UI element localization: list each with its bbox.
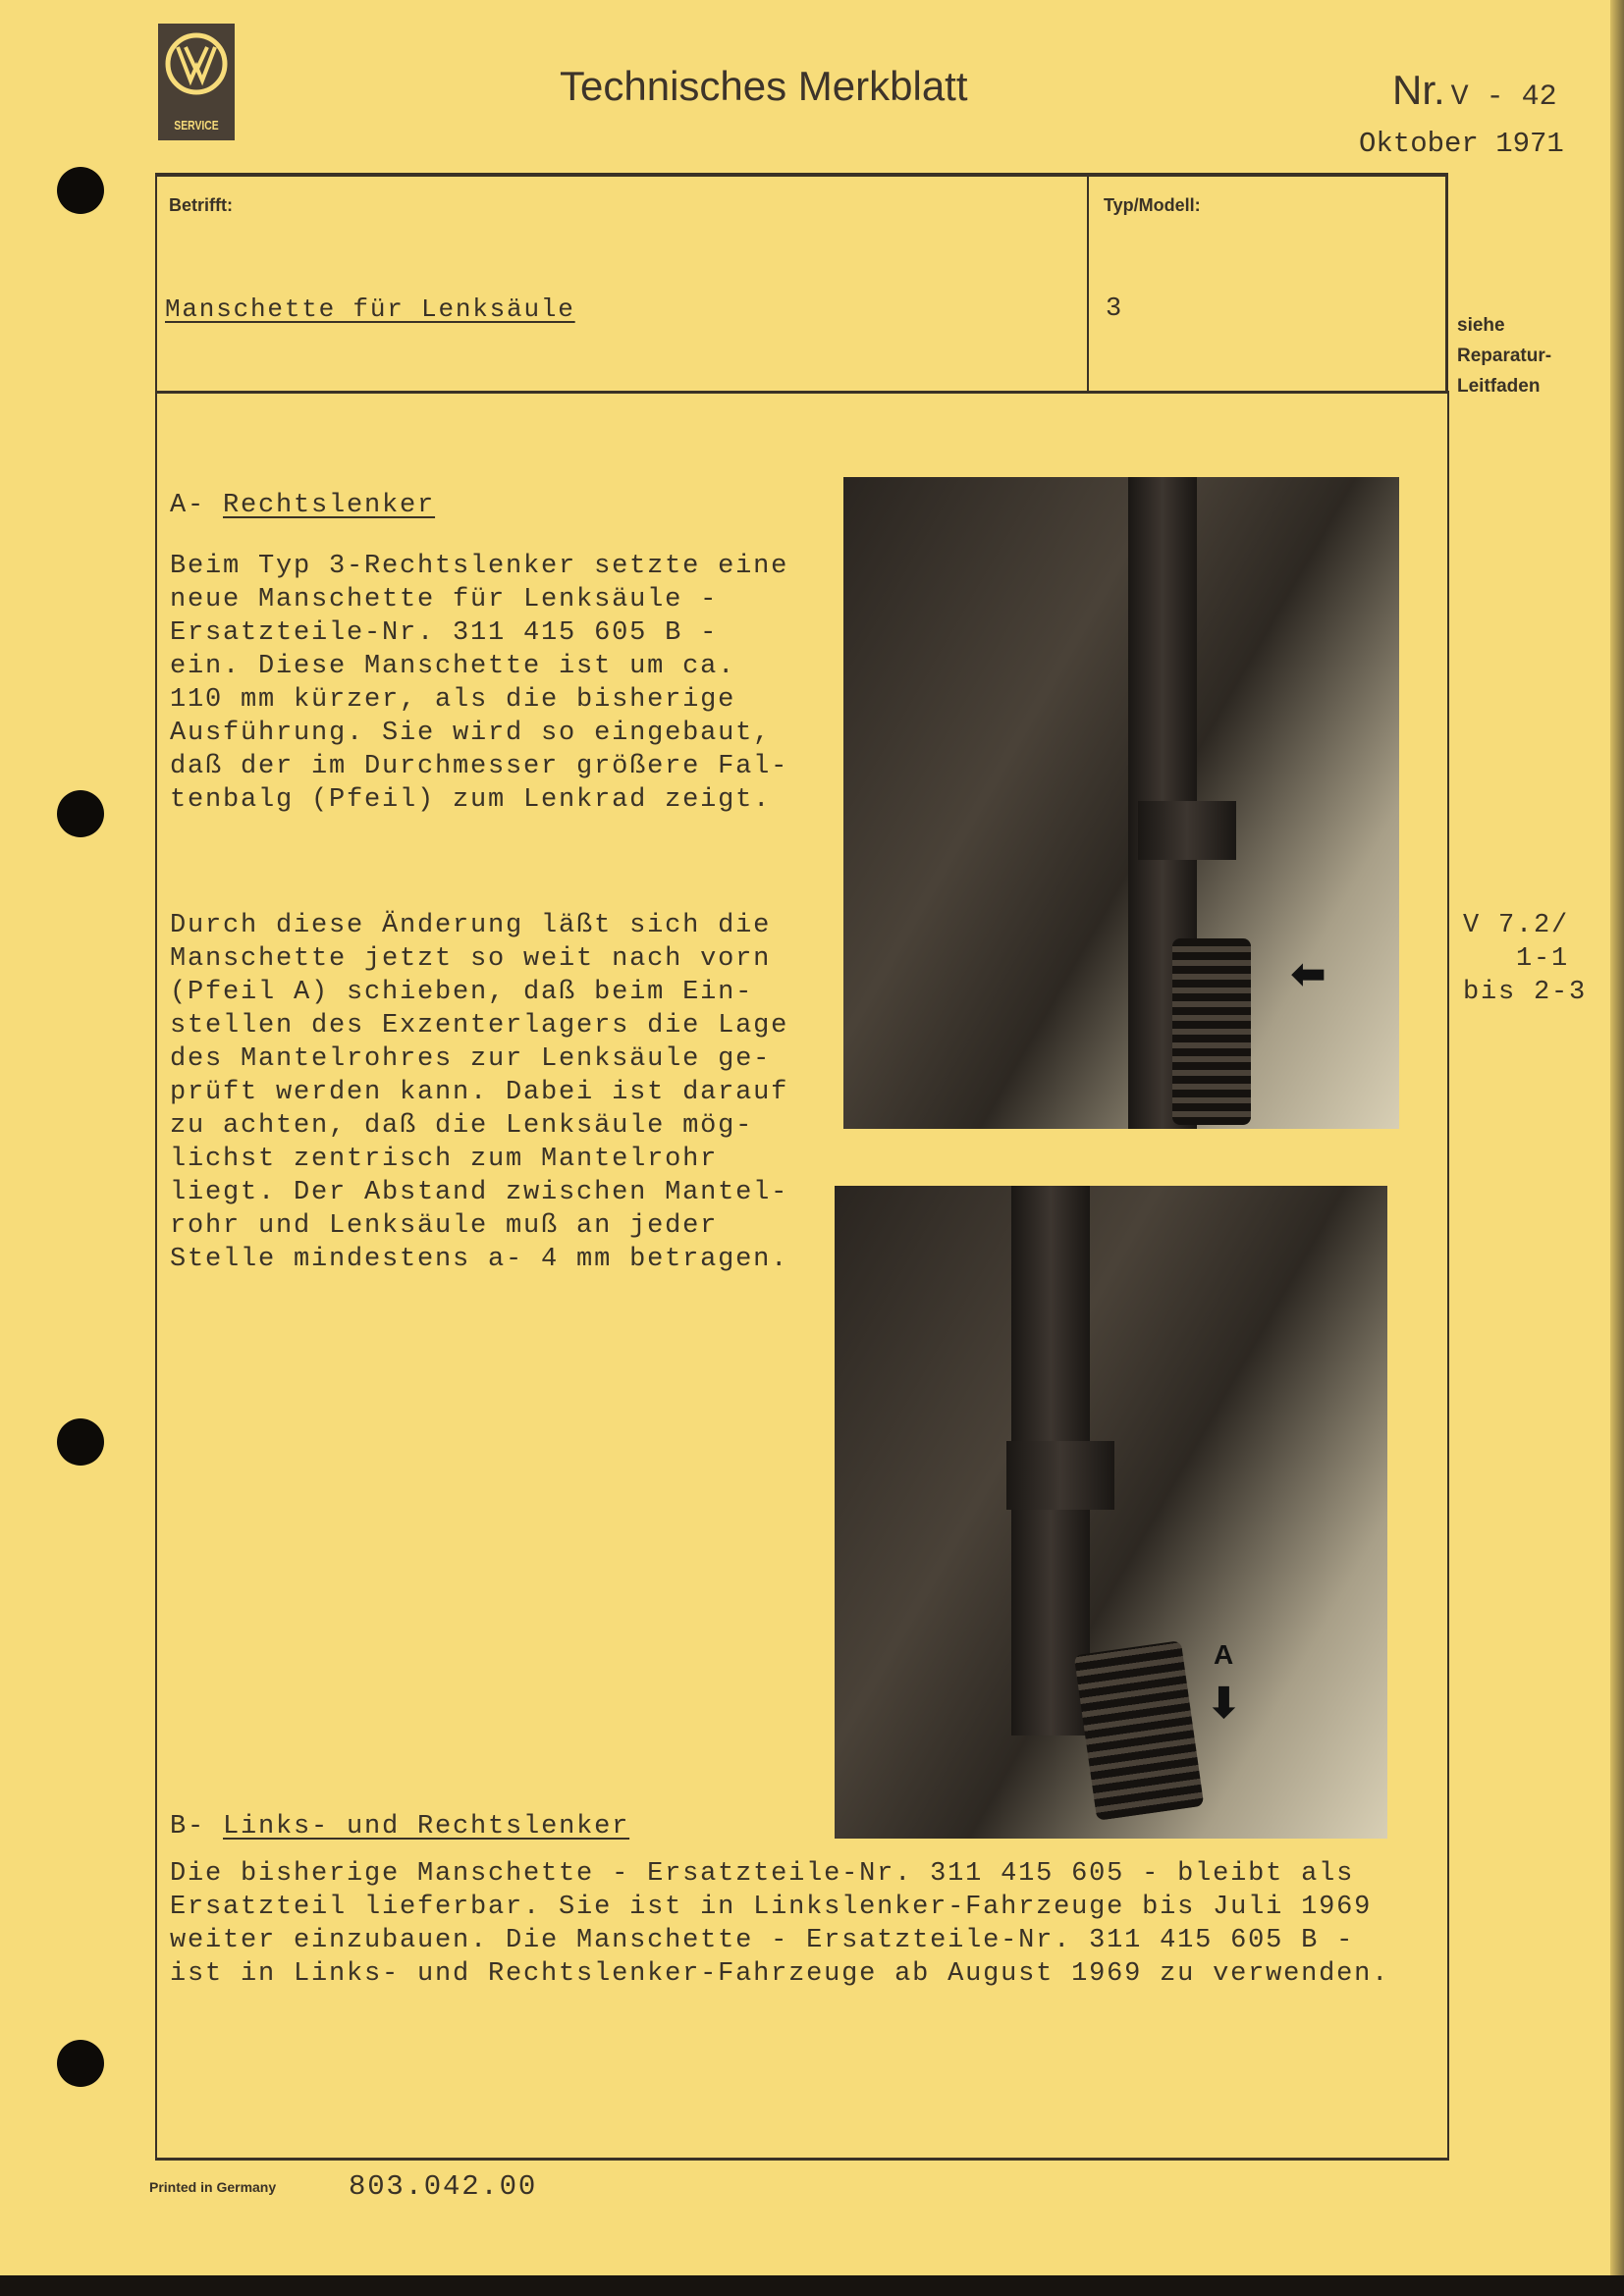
subject-divider xyxy=(1087,173,1089,391)
typ-label: Typ/Modell: xyxy=(1104,195,1201,215)
nr-value: V - 42 xyxy=(1450,80,1557,114)
section-a-paragraph-2: Durch diese Änderung läßt sich die Manschette jetzt so weit nach vorn (Pfeil A) schieben, daß beim Ein- stellen des Exzenterlagers die Lage des Mantelrohres zur Lenksäule ge- prüft werden kann. Dabei ist darauf zu achten, daß die Lenksäule mög- lichst zentrisch zum Mantelrohr liegt. Der Abstand zwischen Mantel- rohr und Lenksäule muß an jeder Stelle mindestens a- 4 mm betragen. xyxy=(170,911,789,1274)
logo-service-label: SERVICE xyxy=(174,118,219,133)
photo-clamp xyxy=(1006,1441,1114,1510)
subject-box xyxy=(155,173,1448,394)
vw-logo-icon xyxy=(164,31,229,96)
section-b-prefix: B- xyxy=(170,1812,224,1842)
section-b-paragraph: Die bisherige Manschette - Ersatzteile-Nr. 311 415 605 - bleibt als Ersatzteil lieferbar. Sie ist in Linkslenker-Fahrzeuge bis Juli 1969 weiter einzubauen. Die Manschette - Ersatzteile-Nr. 311 415 605 B - ist in Links- und Rechtslenker-Fahrzeuge ab August 1969 zu verwenden. xyxy=(170,1859,1390,1989)
section-a-prefix: A- xyxy=(170,491,224,520)
typ-value: 3 xyxy=(1106,294,1124,324)
punch-hole xyxy=(57,790,104,837)
document-title: Technisches Merkblatt xyxy=(560,63,968,109)
section-a-heading xyxy=(170,489,435,522)
photo-steering-column-2 xyxy=(835,1186,1387,1839)
section-b-heading xyxy=(170,1810,629,1843)
side-reference xyxy=(1463,909,1587,1009)
form-number: 803.042.00 xyxy=(349,2170,538,2203)
page-edge xyxy=(1610,0,1624,2296)
section-a-paragraph-1: Beim Typ 3-Rechtslenker setzte eine neue Manschette für Lenksäule - Ersatzteile-Nr. 311 415 605 B - ein. Diese Manschette ist um ca. 110 mm kürzer, als die bisherige Ausführung. Sie wird so eingebaut, daß der im Durchmesser größere Fal- tenbalg (Pfeil) zum Lenkrad zeigt. xyxy=(170,552,789,815)
betrifft-value: Manschette für Lenksäule xyxy=(165,294,575,324)
betrifft-label: Betrifft: xyxy=(169,195,233,215)
side-note-line: Leitfaden xyxy=(1457,376,1541,397)
side-ref-line: 1-1 xyxy=(1463,944,1570,974)
photo-clamp xyxy=(1138,801,1236,860)
section-b-title: Links- und Rechtslenker xyxy=(223,1812,630,1842)
side-note-line: siehe xyxy=(1457,315,1505,336)
arrow-down-icon: ⬇ xyxy=(1206,1679,1242,1729)
side-note xyxy=(1457,310,1551,401)
photo-boot xyxy=(1074,1640,1205,1821)
printed-in-germany: Printed in Germany xyxy=(149,2179,277,2195)
nr-label: Nr. xyxy=(1392,67,1445,113)
photo-steering-column-1 xyxy=(843,477,1399,1129)
arrow-left-icon: ⬅ xyxy=(1290,949,1326,999)
side-note-line: Reparatur- xyxy=(1457,346,1552,366)
document-number xyxy=(1392,67,1557,114)
side-ref-line: bis 2-3 xyxy=(1463,978,1588,1007)
side-ref-line: V 7.2/ xyxy=(1463,911,1570,940)
punch-hole xyxy=(57,2040,104,2087)
document-date: Oktober 1971 xyxy=(1359,128,1564,160)
section-a-title: Rechtslenker xyxy=(223,491,436,520)
punch-hole xyxy=(57,1418,104,1466)
punch-hole xyxy=(57,167,104,214)
photo-label-a: A xyxy=(1214,1639,1234,1670)
photo-boot xyxy=(1172,938,1251,1125)
vw-service-logo xyxy=(158,24,235,140)
scan-border xyxy=(0,2275,1624,2296)
